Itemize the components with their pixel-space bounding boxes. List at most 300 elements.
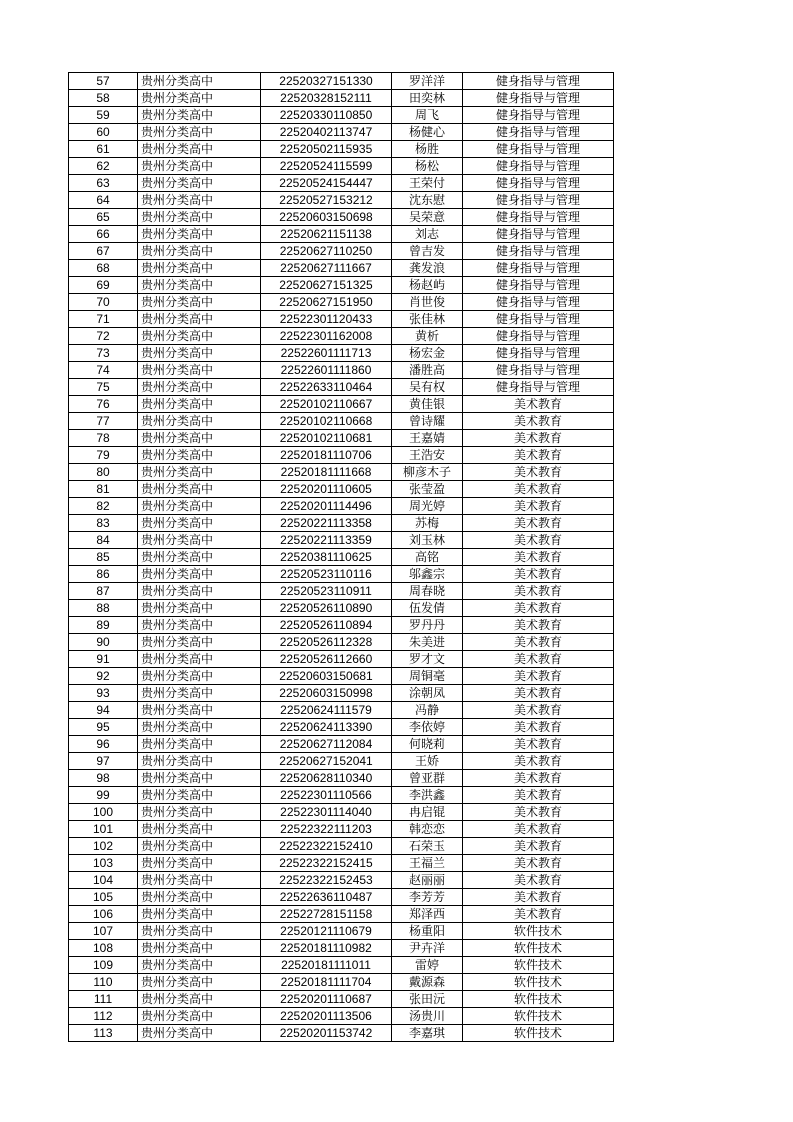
student-name-cell: 杨松 xyxy=(392,158,463,175)
student-name-cell: 王荣付 xyxy=(392,175,463,192)
school-cell: 贵州分类高中 xyxy=(138,855,261,872)
student-name-cell: 杨健心 xyxy=(392,124,463,141)
school-cell: 贵州分类高中 xyxy=(138,413,261,430)
student-name-cell: 曾吉发 xyxy=(392,243,463,260)
exam-id-cell: 22522633110464 xyxy=(261,379,392,396)
exam-id-cell: 22520527153212 xyxy=(261,192,392,209)
row-number-cell: 110 xyxy=(69,974,138,991)
student-name-cell: 杨胜 xyxy=(392,141,463,158)
major-cell: 健身指导与管理 xyxy=(463,277,614,294)
table-row xyxy=(69,821,614,838)
major-cell: 健身指导与管理 xyxy=(463,141,614,158)
student-name-cell: 杨宏金 xyxy=(392,345,463,362)
row-number-cell: 59 xyxy=(69,107,138,124)
school-cell: 贵州分类高中 xyxy=(138,702,261,719)
major-cell: 美术教育 xyxy=(463,532,614,549)
row-number-cell: 75 xyxy=(69,379,138,396)
student-name-cell: 曾诗耀 xyxy=(392,413,463,430)
table-row xyxy=(69,141,614,158)
student-name-cell: 黄析 xyxy=(392,328,463,345)
exam-id-cell: 22520102110668 xyxy=(261,413,392,430)
table-row xyxy=(69,328,614,345)
major-cell: 美术教育 xyxy=(463,549,614,566)
table-row xyxy=(69,855,614,872)
row-number-cell: 96 xyxy=(69,736,138,753)
student-name-cell: 李依婷 xyxy=(392,719,463,736)
row-number-cell: 79 xyxy=(69,447,138,464)
major-cell: 健身指导与管理 xyxy=(463,243,614,260)
major-cell: 美术教育 xyxy=(463,668,614,685)
exam-id-cell: 22520181110706 xyxy=(261,447,392,464)
student-name-cell: 李洪鑫 xyxy=(392,787,463,804)
student-name-cell: 石荣玉 xyxy=(392,838,463,855)
exam-id-cell: 22520627151325 xyxy=(261,277,392,294)
major-cell: 健身指导与管理 xyxy=(463,345,614,362)
school-cell: 贵州分类高中 xyxy=(138,107,261,124)
table-row xyxy=(69,702,614,719)
school-cell: 贵州分类高中 xyxy=(138,685,261,702)
row-number-cell: 86 xyxy=(69,566,138,583)
row-number-cell: 64 xyxy=(69,192,138,209)
major-cell: 健身指导与管理 xyxy=(463,311,614,328)
exam-id-cell: 22522322152410 xyxy=(261,838,392,855)
table-row xyxy=(69,770,614,787)
exam-id-cell: 22520603150681 xyxy=(261,668,392,685)
major-cell: 软件技术 xyxy=(463,974,614,991)
major-cell: 健身指导与管理 xyxy=(463,107,614,124)
student-name-cell: 涂朝凤 xyxy=(392,685,463,702)
major-cell: 健身指导与管理 xyxy=(463,209,614,226)
table-row xyxy=(69,498,614,515)
student-name-cell: 张莹盈 xyxy=(392,481,463,498)
student-name-cell: 刘玉林 xyxy=(392,532,463,549)
school-cell: 贵州分类高中 xyxy=(138,566,261,583)
student-name-cell: 郑泽西 xyxy=(392,906,463,923)
school-cell: 贵州分类高中 xyxy=(138,821,261,838)
exam-id-cell: 22520627152041 xyxy=(261,753,392,770)
exam-id-cell: 22520526110890 xyxy=(261,600,392,617)
school-cell: 贵州分类高中 xyxy=(138,481,261,498)
table-row xyxy=(69,923,614,940)
major-cell: 美术教育 xyxy=(463,430,614,447)
student-name-cell: 尹卉洋 xyxy=(392,940,463,957)
row-number-cell: 98 xyxy=(69,770,138,787)
school-cell: 贵州分类高中 xyxy=(138,498,261,515)
row-number-cell: 76 xyxy=(69,396,138,413)
school-cell: 贵州分类高中 xyxy=(138,277,261,294)
student-name-cell: 王娇 xyxy=(392,753,463,770)
exam-id-cell: 22520121110679 xyxy=(261,923,392,940)
school-cell: 贵州分类高中 xyxy=(138,923,261,940)
table-row xyxy=(69,600,614,617)
school-cell: 贵州分类高中 xyxy=(138,753,261,770)
student-name-cell: 王嘉婧 xyxy=(392,430,463,447)
exam-id-cell: 22520181111704 xyxy=(261,974,392,991)
school-cell: 贵州分类高中 xyxy=(138,345,261,362)
major-cell: 健身指导与管理 xyxy=(463,158,614,175)
major-cell: 美术教育 xyxy=(463,821,614,838)
table-row xyxy=(69,464,614,481)
student-name-cell: 雷婷 xyxy=(392,957,463,974)
row-number-cell: 109 xyxy=(69,957,138,974)
school-cell: 贵州分类高中 xyxy=(138,872,261,889)
table-row xyxy=(69,192,614,209)
student-name-cell: 潘胜高 xyxy=(392,362,463,379)
row-number-cell: 87 xyxy=(69,583,138,600)
table-row xyxy=(69,1025,614,1042)
table-row xyxy=(69,651,614,668)
exam-id-cell: 22520526112328 xyxy=(261,634,392,651)
row-number-cell: 65 xyxy=(69,209,138,226)
student-name-cell: 李芳芳 xyxy=(392,889,463,906)
row-number-cell: 70 xyxy=(69,294,138,311)
exam-id-cell: 22520201114496 xyxy=(261,498,392,515)
school-cell: 贵州分类高中 xyxy=(138,617,261,634)
exam-id-cell: 22520102110667 xyxy=(261,396,392,413)
school-cell: 贵州分类高中 xyxy=(138,549,261,566)
table-row xyxy=(69,957,614,974)
exam-id-cell: 22520621151138 xyxy=(261,226,392,243)
major-cell: 美术教育 xyxy=(463,889,614,906)
table-row xyxy=(69,787,614,804)
table-row xyxy=(69,243,614,260)
school-cell: 贵州分类高中 xyxy=(138,396,261,413)
student-name-cell: 周光婷 xyxy=(392,498,463,515)
exam-id-cell: 22520201113506 xyxy=(261,1008,392,1025)
table-row xyxy=(69,1008,614,1025)
student-name-cell: 冉启锟 xyxy=(392,804,463,821)
major-cell: 美术教育 xyxy=(463,566,614,583)
exam-id-cell: 22520526112660 xyxy=(261,651,392,668)
row-number-cell: 58 xyxy=(69,90,138,107)
table-row xyxy=(69,804,614,821)
school-cell: 贵州分类高中 xyxy=(138,787,261,804)
major-cell: 美术教育 xyxy=(463,396,614,413)
student-name-cell: 吴有权 xyxy=(392,379,463,396)
row-number-cell: 57 xyxy=(69,73,138,90)
row-number-cell: 106 xyxy=(69,906,138,923)
student-name-cell: 高铭 xyxy=(392,549,463,566)
exam-id-cell: 22520523110116 xyxy=(261,566,392,583)
exam-id-cell: 22522322152453 xyxy=(261,872,392,889)
table-row xyxy=(69,668,614,685)
table-row xyxy=(69,124,614,141)
school-cell: 贵州分类高中 xyxy=(138,192,261,209)
row-number-cell: 97 xyxy=(69,753,138,770)
row-number-cell: 107 xyxy=(69,923,138,940)
exam-id-cell: 22520381110625 xyxy=(261,549,392,566)
major-cell: 健身指导与管理 xyxy=(463,124,614,141)
row-number-cell: 105 xyxy=(69,889,138,906)
exam-id-cell: 22520628110340 xyxy=(261,770,392,787)
student-name-cell: 何晓莉 xyxy=(392,736,463,753)
table-row xyxy=(69,940,614,957)
major-cell: 软件技术 xyxy=(463,991,614,1008)
table-row xyxy=(69,889,614,906)
school-cell: 贵州分类高中 xyxy=(138,311,261,328)
row-number-cell: 103 xyxy=(69,855,138,872)
student-name-cell: 戴源森 xyxy=(392,974,463,991)
student-name-cell: 汤贵川 xyxy=(392,1008,463,1025)
major-cell: 美术教育 xyxy=(463,600,614,617)
exam-id-cell: 22520181111011 xyxy=(261,957,392,974)
student-name-cell: 柳彦木子 xyxy=(392,464,463,481)
school-cell: 贵州分类高中 xyxy=(138,770,261,787)
exam-id-cell: 22522322152415 xyxy=(261,855,392,872)
school-cell: 贵州分类高中 xyxy=(138,379,261,396)
table-row xyxy=(69,634,614,651)
row-number-cell: 95 xyxy=(69,719,138,736)
row-number-cell: 104 xyxy=(69,872,138,889)
exam-id-cell: 22520627111667 xyxy=(261,260,392,277)
school-cell: 贵州分类高中 xyxy=(138,804,261,821)
school-cell: 贵州分类高中 xyxy=(138,73,261,90)
row-number-cell: 102 xyxy=(69,838,138,855)
table-row xyxy=(69,549,614,566)
exam-id-cell: 22520627110250 xyxy=(261,243,392,260)
student-name-cell: 罗丹丹 xyxy=(392,617,463,634)
major-cell: 健身指导与管理 xyxy=(463,175,614,192)
row-number-cell: 72 xyxy=(69,328,138,345)
row-number-cell: 83 xyxy=(69,515,138,532)
row-number-cell: 108 xyxy=(69,940,138,957)
school-cell: 贵州分类高中 xyxy=(138,294,261,311)
student-name-cell: 刘志 xyxy=(392,226,463,243)
school-cell: 贵州分类高中 xyxy=(138,600,261,617)
row-number-cell: 74 xyxy=(69,362,138,379)
row-number-cell: 66 xyxy=(69,226,138,243)
major-cell: 美术教育 xyxy=(463,583,614,600)
student-name-cell: 邬鑫宗 xyxy=(392,566,463,583)
student-name-cell: 韩恋恋 xyxy=(392,821,463,838)
student-name-cell: 张佳林 xyxy=(392,311,463,328)
exam-id-cell: 22520221113359 xyxy=(261,532,392,549)
table-row xyxy=(69,617,614,634)
table-row xyxy=(69,838,614,855)
school-cell: 贵州分类高中 xyxy=(138,668,261,685)
student-name-cell: 曾亚群 xyxy=(392,770,463,787)
exam-id-cell: 22520181110982 xyxy=(261,940,392,957)
student-name-cell: 伍发倩 xyxy=(392,600,463,617)
table-row xyxy=(69,719,614,736)
school-cell: 贵州分类高中 xyxy=(138,991,261,1008)
major-cell: 健身指导与管理 xyxy=(463,362,614,379)
row-number-cell: 111 xyxy=(69,991,138,1008)
exam-id-cell: 22522601111860 xyxy=(261,362,392,379)
school-cell: 贵州分类高中 xyxy=(138,940,261,957)
table-row xyxy=(69,430,614,447)
row-number-cell: 67 xyxy=(69,243,138,260)
school-cell: 贵州分类高中 xyxy=(138,532,261,549)
school-cell: 贵州分类高中 xyxy=(138,838,261,855)
major-cell: 美术教育 xyxy=(463,515,614,532)
student-name-cell: 罗才文 xyxy=(392,651,463,668)
student-name-cell: 周春晓 xyxy=(392,583,463,600)
exam-id-cell: 22520327151330 xyxy=(261,73,392,90)
exam-id-cell: 22520201153742 xyxy=(261,1025,392,1042)
major-cell: 软件技术 xyxy=(463,957,614,974)
row-number-cell: 113 xyxy=(69,1025,138,1042)
major-cell: 健身指导与管理 xyxy=(463,328,614,345)
row-number-cell: 101 xyxy=(69,821,138,838)
exam-id-cell: 22520624111579 xyxy=(261,702,392,719)
school-cell: 贵州分类高中 xyxy=(138,464,261,481)
school-cell: 贵州分类高中 xyxy=(138,362,261,379)
table-row xyxy=(69,532,614,549)
major-cell: 美术教育 xyxy=(463,753,614,770)
major-cell: 美术教育 xyxy=(463,651,614,668)
table-row xyxy=(69,209,614,226)
school-cell: 贵州分类高中 xyxy=(138,957,261,974)
table-row xyxy=(69,226,614,243)
table-row xyxy=(69,991,614,1008)
school-cell: 贵州分类高中 xyxy=(138,634,261,651)
roster-table-body xyxy=(69,73,614,1042)
student-name-cell: 龚发浪 xyxy=(392,260,463,277)
table-row xyxy=(69,566,614,583)
row-number-cell: 81 xyxy=(69,481,138,498)
student-name-cell: 王浩安 xyxy=(392,447,463,464)
table-row xyxy=(69,107,614,124)
table-row xyxy=(69,396,614,413)
row-number-cell: 60 xyxy=(69,124,138,141)
exam-id-cell: 22522636110487 xyxy=(261,889,392,906)
school-cell: 贵州分类高中 xyxy=(138,158,261,175)
school-cell: 贵州分类高中 xyxy=(138,651,261,668)
row-number-cell: 90 xyxy=(69,634,138,651)
school-cell: 贵州分类高中 xyxy=(138,889,261,906)
exam-id-cell: 22522728151158 xyxy=(261,906,392,923)
school-cell: 贵州分类高中 xyxy=(138,90,261,107)
student-name-cell: 田奕林 xyxy=(392,90,463,107)
exam-id-cell: 22522301120433 xyxy=(261,311,392,328)
student-name-cell: 周铜毫 xyxy=(392,668,463,685)
row-number-cell: 61 xyxy=(69,141,138,158)
major-cell: 美术教育 xyxy=(463,736,614,753)
exam-id-cell: 22520627112084 xyxy=(261,736,392,753)
major-cell: 美术教育 xyxy=(463,719,614,736)
major-cell: 美术教育 xyxy=(463,447,614,464)
table-row xyxy=(69,872,614,889)
exam-id-cell: 22520603150998 xyxy=(261,685,392,702)
major-cell: 美术教育 xyxy=(463,770,614,787)
school-cell: 贵州分类高中 xyxy=(138,974,261,991)
exam-id-cell: 22520181111668 xyxy=(261,464,392,481)
table-row xyxy=(69,158,614,175)
row-number-cell: 77 xyxy=(69,413,138,430)
table-row xyxy=(69,294,614,311)
exam-id-cell: 22522301162008 xyxy=(261,328,392,345)
table-row xyxy=(69,413,614,430)
school-cell: 贵州分类高中 xyxy=(138,736,261,753)
exam-id-cell: 22522601111713 xyxy=(261,345,392,362)
student-name-cell: 李嘉琪 xyxy=(392,1025,463,1042)
table-row xyxy=(69,90,614,107)
student-name-cell: 周飞 xyxy=(392,107,463,124)
major-cell: 健身指导与管理 xyxy=(463,294,614,311)
major-cell: 美术教育 xyxy=(463,685,614,702)
row-number-cell: 91 xyxy=(69,651,138,668)
row-number-cell: 78 xyxy=(69,430,138,447)
row-number-cell: 92 xyxy=(69,668,138,685)
table-row xyxy=(69,906,614,923)
row-number-cell: 82 xyxy=(69,498,138,515)
row-number-cell: 68 xyxy=(69,260,138,277)
table-row xyxy=(69,583,614,600)
major-cell: 健身指导与管理 xyxy=(463,260,614,277)
student-name-cell: 沈东慰 xyxy=(392,192,463,209)
student-name-cell: 赵丽丽 xyxy=(392,872,463,889)
school-cell: 贵州分类高中 xyxy=(138,209,261,226)
exam-id-cell: 22520624113390 xyxy=(261,719,392,736)
exam-id-cell: 22520524115599 xyxy=(261,158,392,175)
exam-id-cell: 22522301110566 xyxy=(261,787,392,804)
exam-id-cell: 22520221113358 xyxy=(261,515,392,532)
table-row xyxy=(69,481,614,498)
school-cell: 贵州分类高中 xyxy=(138,124,261,141)
school-cell: 贵州分类高中 xyxy=(138,1008,261,1025)
major-cell: 美术教育 xyxy=(463,498,614,515)
major-cell: 美术教育 xyxy=(463,617,614,634)
student-name-cell: 杨重阳 xyxy=(392,923,463,940)
student-name-cell: 杨赵屿 xyxy=(392,277,463,294)
student-name-cell: 罗洋洋 xyxy=(392,73,463,90)
school-cell: 贵州分类高中 xyxy=(138,906,261,923)
major-cell: 美术教育 xyxy=(463,787,614,804)
major-cell: 健身指导与管理 xyxy=(463,226,614,243)
table-row xyxy=(69,974,614,991)
student-name-cell: 吴荣意 xyxy=(392,209,463,226)
table-row xyxy=(69,736,614,753)
student-name-cell: 肖世俊 xyxy=(392,294,463,311)
admission-roster-table xyxy=(68,72,614,1042)
student-name-cell: 王福兰 xyxy=(392,855,463,872)
student-name-cell: 黄佳银 xyxy=(392,396,463,413)
major-cell: 美术教育 xyxy=(463,804,614,821)
exam-id-cell: 22520402113747 xyxy=(261,124,392,141)
table-row xyxy=(69,311,614,328)
student-name-cell: 冯静 xyxy=(392,702,463,719)
major-cell: 软件技术 xyxy=(463,1025,614,1042)
exam-id-cell: 22520526110894 xyxy=(261,617,392,634)
school-cell: 贵州分类高中 xyxy=(138,328,261,345)
major-cell: 软件技术 xyxy=(463,923,614,940)
school-cell: 贵州分类高中 xyxy=(138,583,261,600)
major-cell: 健身指导与管理 xyxy=(463,192,614,209)
table-row xyxy=(69,345,614,362)
exam-id-cell: 22522301114040 xyxy=(261,804,392,821)
major-cell: 美术教育 xyxy=(463,855,614,872)
exam-id-cell: 22520201110687 xyxy=(261,991,392,1008)
table-row xyxy=(69,379,614,396)
row-number-cell: 89 xyxy=(69,617,138,634)
major-cell: 健身指导与管理 xyxy=(463,73,614,90)
exam-id-cell: 22522322111203 xyxy=(261,821,392,838)
row-number-cell: 63 xyxy=(69,175,138,192)
table-row xyxy=(69,362,614,379)
school-cell: 贵州分类高中 xyxy=(138,719,261,736)
school-cell: 贵州分类高中 xyxy=(138,515,261,532)
major-cell: 美术教育 xyxy=(463,872,614,889)
student-name-cell: 朱美进 xyxy=(392,634,463,651)
major-cell: 健身指导与管理 xyxy=(463,379,614,396)
exam-id-cell: 22520328152111 xyxy=(261,90,392,107)
exam-id-cell: 22520524154447 xyxy=(261,175,392,192)
row-number-cell: 69 xyxy=(69,277,138,294)
row-number-cell: 94 xyxy=(69,702,138,719)
exam-id-cell: 22520330110850 xyxy=(261,107,392,124)
school-cell: 贵州分类高中 xyxy=(138,141,261,158)
